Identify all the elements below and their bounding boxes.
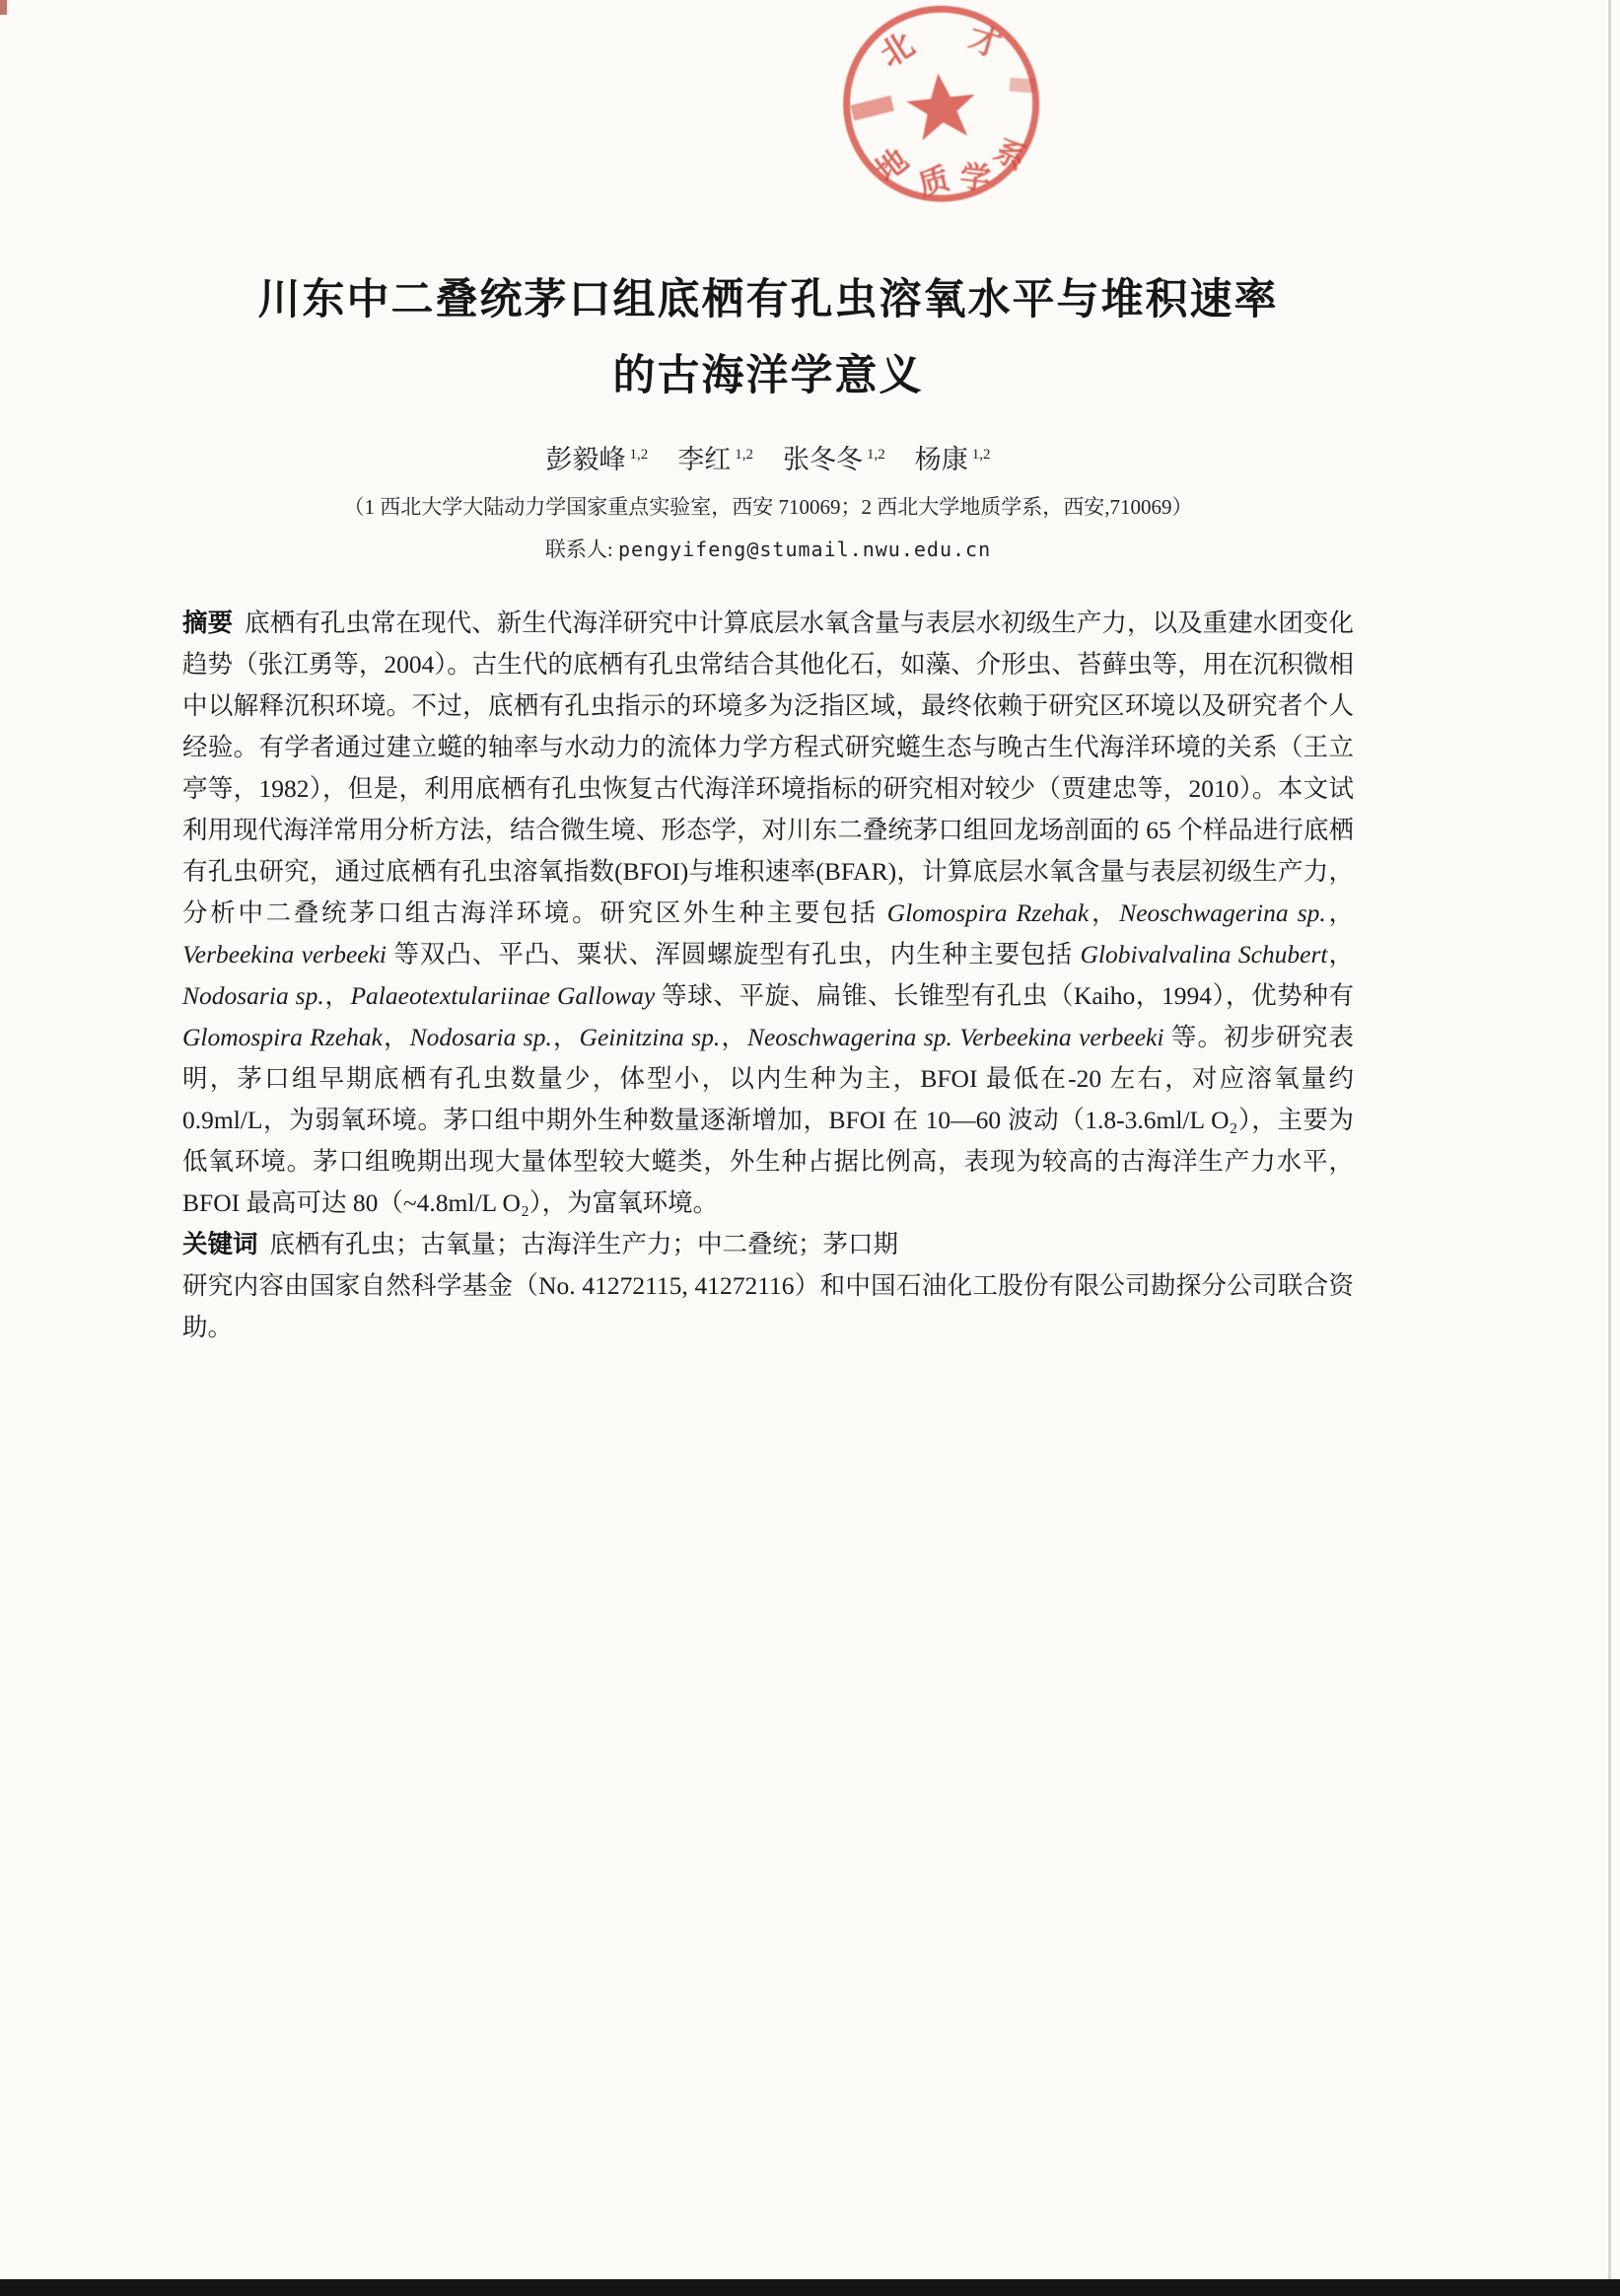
author-name: 杨康 $^{1,2}$ <box>914 445 991 474</box>
paper-content <box>182 262 1354 1348</box>
svg-text:才: 才 <box>964 19 1007 64</box>
abstract-paragraph <box>182 603 1354 1224</box>
university-seal-stamp-icon <box>815 0 1071 225</box>
contact-line <box>182 534 1354 563</box>
paper-title <box>182 262 1354 414</box>
svg-text:地: 地 <box>869 142 915 188</box>
keywords-line <box>182 1224 1354 1265</box>
svg-text:系: 系 <box>988 132 1032 178</box>
svg-text:北: 北 <box>873 25 921 74</box>
abstract-label: 摘要 <box>182 610 234 637</box>
author-name: 李红 $^{1,2}$ <box>677 445 753 474</box>
scan-artifact-speck <box>0 0 7 15</box>
svg-text:学: 学 <box>957 159 993 197</box>
funding-statement: 研究内容由国家自然科学基金（No. 41272115, 41272116）和中国石油化工股份有限公司勘探分公司联合资助。 <box>182 1271 1354 1341</box>
author-name: 彭毅峰 $^{1,2}$ <box>545 445 649 474</box>
svg-text:质: 质 <box>914 161 953 203</box>
star-icon <box>904 70 980 142</box>
keywords-label: 关键词 <box>182 1231 258 1258</box>
title-line-2: 的古海洋学意义 <box>612 352 924 399</box>
scan-bottom-bar <box>0 2279 1620 2296</box>
scan-edge-line <box>1608 0 1611 2296</box>
abstract-text: 底栖有孔虫常在现代、新生代海洋研究中计算底层水氧含量与表层水初级生产力，以及重建水团变化趋势（张江勇等，2004）。古生代的底栖有孔虫常结合其他化石，如藻、介形虫、苔藓虫等，用在沉积微相中以解释沉积环境。不过，底栖有孔虫指示的环境多为泛指区域，最终依赖于研究区环境以及研究者个人经验。有学者通过建立䗴的轴率与水动力的流体力学方程式研究䗴生态与晚古生代海洋环境的关系（王立亭等，1982），但是，利用底栖有孔虫恢复古代海洋环境指标的研究相对较少（贾建忠等，2010）。本文试利用现代海洋常用分析方法，结合微生境、形态学，对川东二叠统茅口组回龙场剖面的 65 个样品进行底栖有孔虫研究，通过底栖有孔虫溶氧指数(BFOI)与堆积速率(BFAR)，计算底层水氧含量与表层初级生产力，分析中二叠统茅口组古海洋环境。研究区外生种主要包括 Glomospira Rzehak，Neoschwagerina sp.，Verbeekina verbeeki 等双凸、平凸、粟状、浑圆螺旋型有孔虫，内生种主要包括 Globivalvalina Schubert，Nodosaria sp.，Palaeotextulariinae Galloway 等球、平旋、扁锥、长锥型有孔虫（Kaiho，1994），优势种有 Glomospira Rzehak，Nodosaria sp.，Geinitzina sp.，Neoschwagerina sp. Verbeekina verbeeki 等。初步研究表明，茅口组早期底栖有孔虫数量少，体型小，以内生种为主，BFOI 最低在-20 左右，对应溶氧量约 0.9ml/L，为弱氧环境。茅口组中期外生种数量逐渐增加，BFOI 在 10—60 波动（1.8-3.6ml/L O₂），主要为低氧环境。茅口组晚期出现大量体型较大䗴类，外生种占据比例高，表现为较高的古海洋生产力水平，BFOI 最高可达 80（~4.8ml/L O₂），为富氧环境。 <box>182 609 1354 1217</box>
author-name: 张冬冬 $^{1,2}$ <box>783 445 885 474</box>
affiliation-line: （1 西北大学大陆动力学国家重点实验室，西安 710069；2 西北大学地质学系，西安,710069） <box>343 495 1193 519</box>
title-line-1: 川东中二叠统茅口组底栖有孔虫溶氧水平与堆积速率 <box>257 276 1279 323</box>
contact-email: pengyifeng@stumail.nwu.edu.cn <box>617 538 992 561</box>
contact-label: 联系人: <box>544 538 613 561</box>
author-list <box>182 438 1354 476</box>
keywords-text: 底栖有孔虫；古氧量；古海洋生产力；中二叠统；茅口期 <box>269 1230 899 1258</box>
